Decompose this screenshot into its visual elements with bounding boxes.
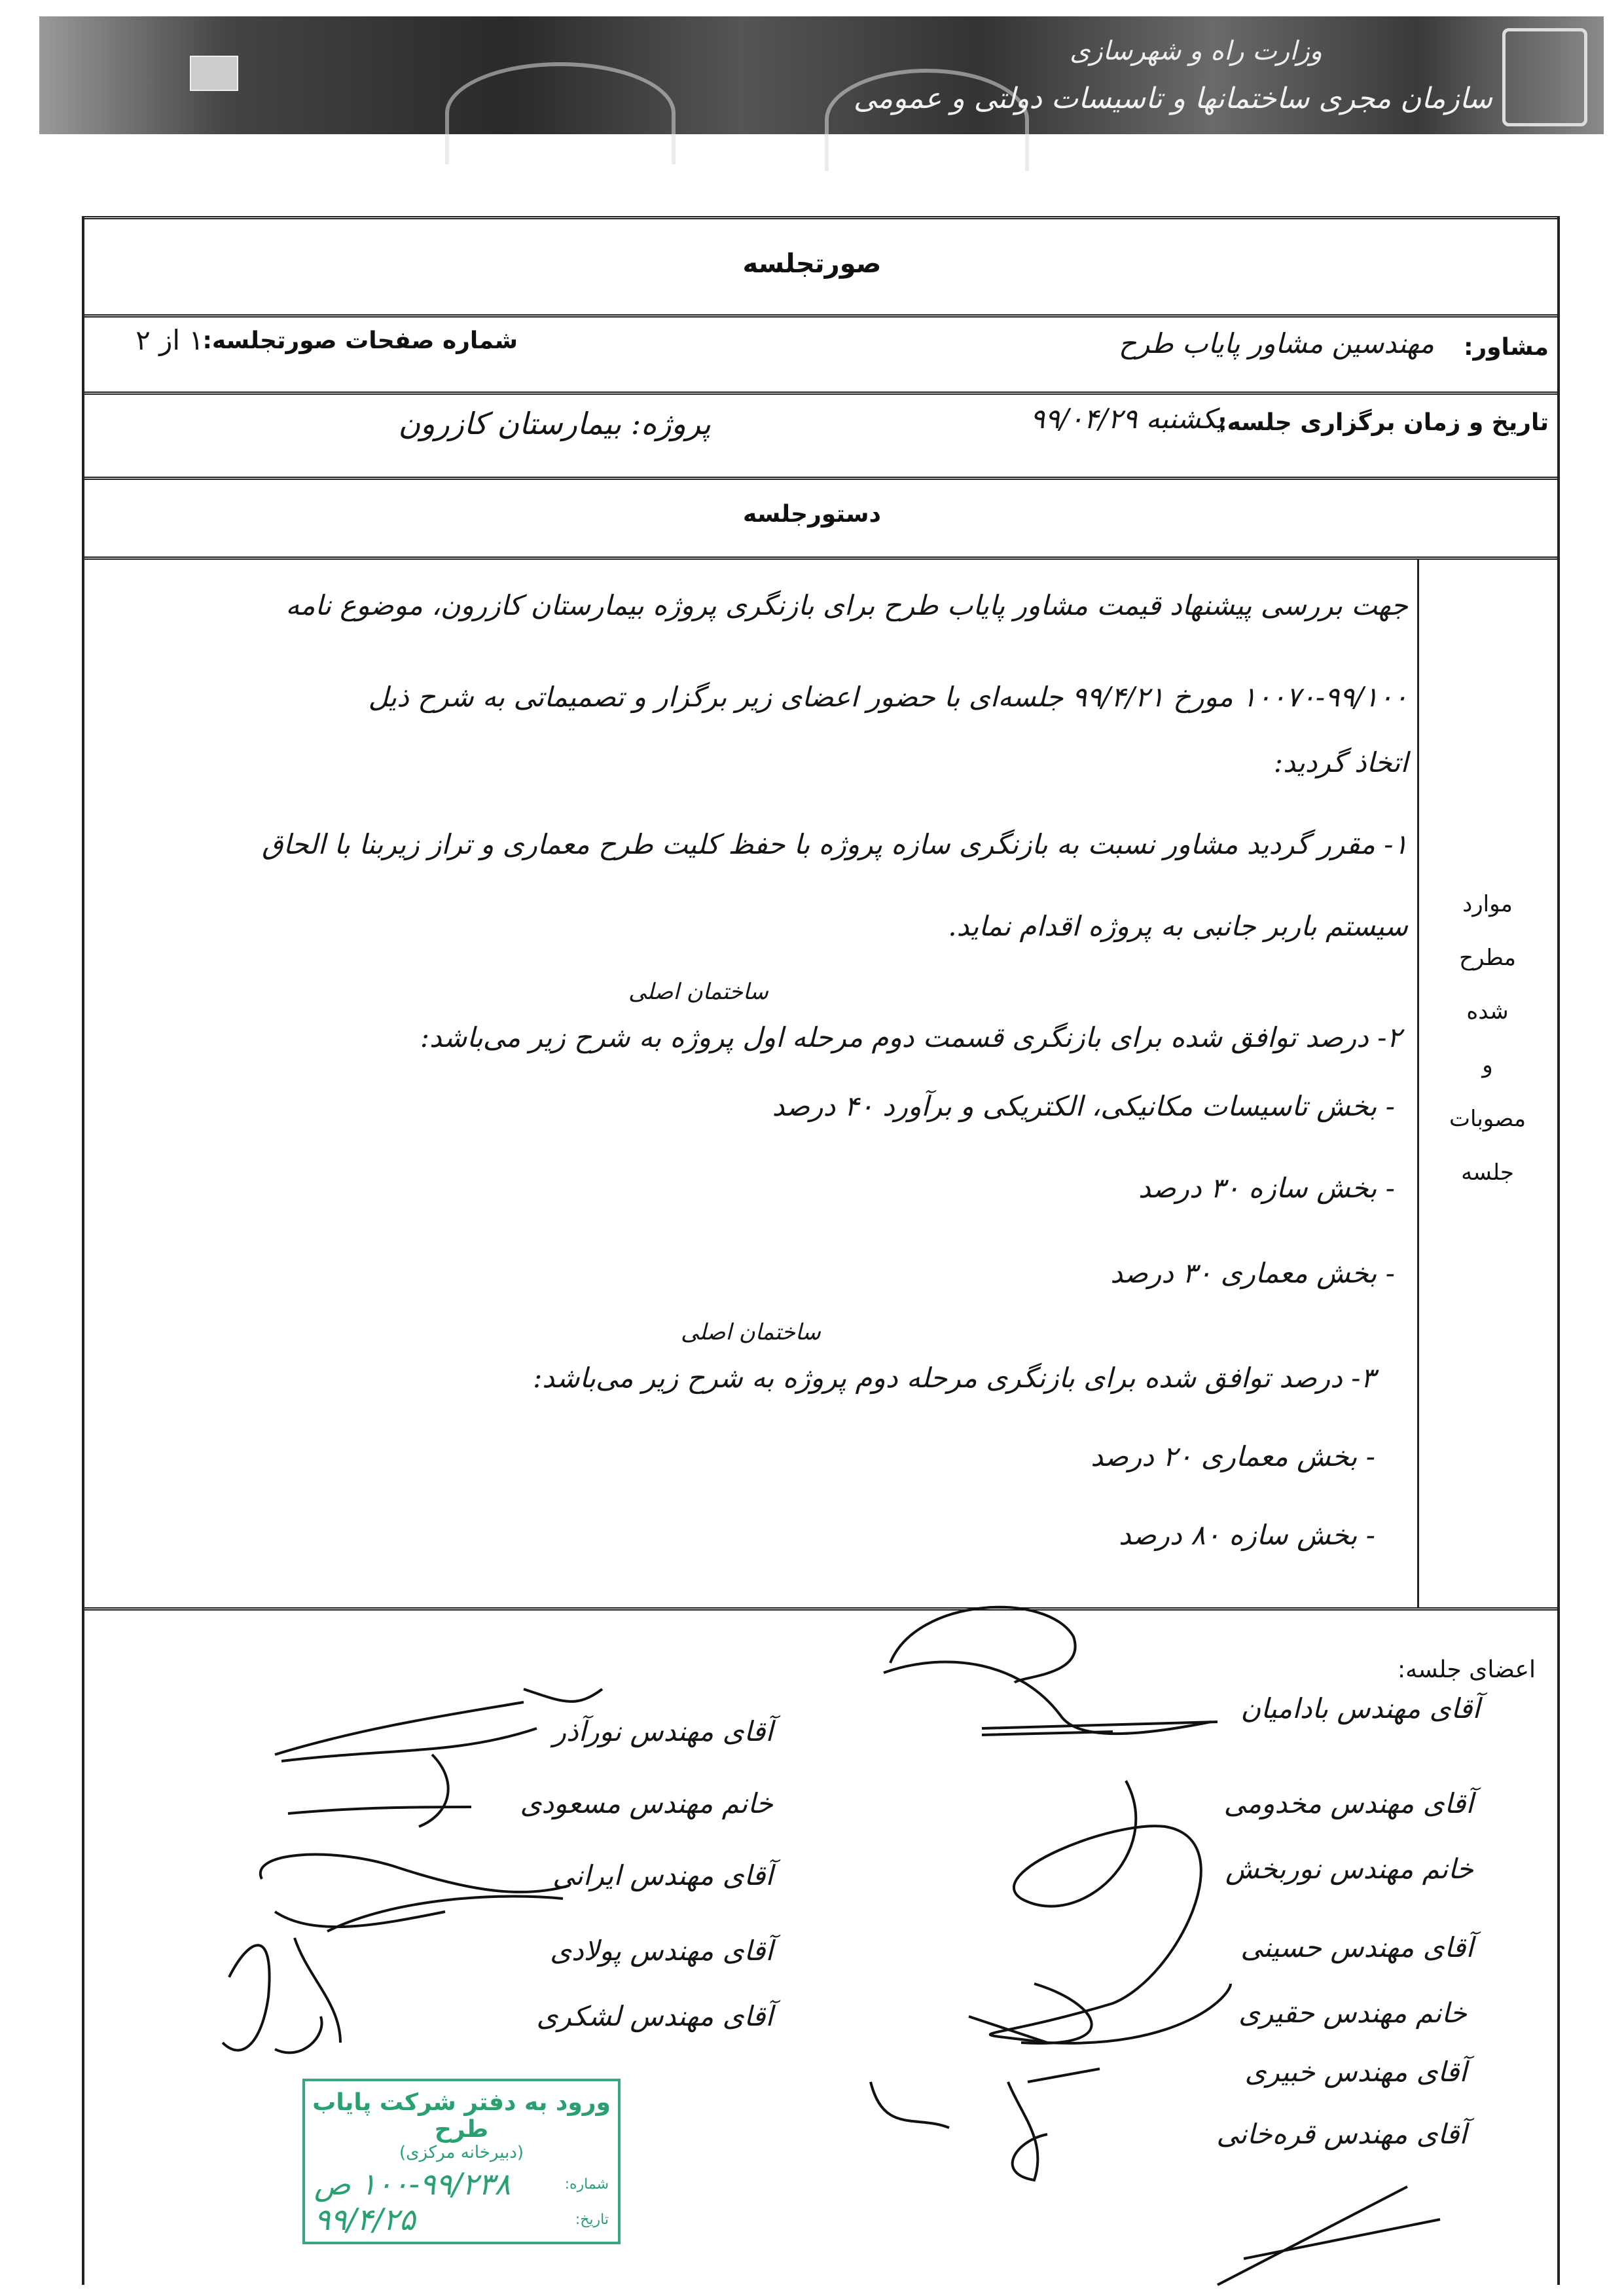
side-label-line: موارد — [1462, 891, 1513, 917]
body-line: اتخاذ گردید: — [1273, 746, 1408, 778]
body-line: - بخش تاسیسات مکانیکی، الکتریکی و برآورد ۴۰ درصد — [772, 1090, 1395, 1122]
member-name: خانم مهندس مسعودی — [520, 1787, 773, 1819]
body-line: - بخش معماری ۳۰ درصد — [1110, 1257, 1395, 1289]
member-name: آقای مهندس لشکری — [536, 2000, 773, 2032]
organization-logo-icon — [1502, 28, 1587, 126]
side-label-line: مطرح — [1459, 945, 1516, 971]
ministry-name: وزارت راه و شهرسازی — [1070, 36, 1322, 66]
body-line: - بخش سازه ۸۰ درصد — [1118, 1519, 1375, 1551]
datetime-label: تاریخ و زمان برگزاری جلسه: — [1218, 409, 1549, 436]
stamp-number-label: شماره: — [564, 2176, 609, 2193]
divider — [82, 216, 1557, 219]
side-label — [1420, 877, 1555, 1199]
pages-value: ۱ از ۲ — [135, 324, 204, 356]
letterhead-banner — [39, 16, 1604, 134]
stamp-subtitle: (دبیرخانه مرکزی) — [399, 2143, 524, 2162]
member-name: آقای مهندس ایرانی — [552, 1859, 773, 1891]
consultant-label: مشاور: — [1464, 334, 1549, 361]
side-label-line: شده — [1466, 998, 1509, 1025]
stamp-title: ورود به دفتر شرکت پایاب طرح — [312, 2089, 611, 2143]
divider — [82, 556, 1557, 560]
divider — [82, 314, 1557, 318]
stamp-date-label: تاریخ: — [575, 2211, 609, 2228]
datetime-value: یکشنبه ۹۹/۰۴/۲۹ — [1030, 403, 1225, 435]
body-line: ۲- درصد توافق شده برای بازنگری قسمت دوم مرحله اول پروژه به شرح زیر می‌باشد: — [420, 1021, 1401, 1053]
side-label-line: جلسه — [1461, 1159, 1514, 1186]
body-line: ۱- مقرر گردید مشاور نسبت به بازنگری سازه پروژه با حفظ کلیت طرح معماری و تراز زیربنا با الحاق — [262, 828, 1408, 860]
project-value: پروژه: بیمارستان کازرون — [398, 406, 711, 441]
body-line: ۱۰۰۷۰-۹۹/۱۰۰ مورخ ۹۹/۴/۲۱ جلسه‌ای با حضور اعضای زیر برگزار و تصمیماتی به شرح ذیل — [368, 681, 1408, 713]
member-name: آقای مهندس نورآذر — [552, 1715, 773, 1747]
member-name: آقای مهندس بادامیان — [1240, 1692, 1480, 1724]
member-name: خانم مهندس نوربخش — [1225, 1853, 1473, 1885]
member-name: آقای مهندس خبیری — [1244, 2056, 1467, 2088]
body-line: سیستم باربر جانبی به پروژه اقدام نماید. — [948, 910, 1408, 942]
stamp-number-value: ۱۰۰-۹۹/۲۳۸ ص — [314, 2166, 511, 2202]
member-name: آقای مهندس پولادی — [550, 1935, 773, 1967]
divider — [82, 1607, 1557, 1611]
annotation: ساختمان اصلی — [681, 1319, 821, 1345]
divider — [82, 392, 1557, 395]
consultant-value: مهندسین مشاور پایاب طرح — [1118, 327, 1434, 359]
side-label-line: مصوبات — [1449, 1106, 1526, 1132]
column-divider — [1417, 558, 1419, 1607]
member-name: آقای مهندس حسینی — [1240, 1931, 1473, 1963]
flag-icon — [190, 56, 238, 91]
received-stamp — [302, 2079, 621, 2244]
form-title: صورتجلسه — [742, 249, 882, 279]
parliament-arch-decoration — [445, 62, 676, 164]
divider — [82, 477, 1557, 480]
body-line: ۳- درصد توافق شده برای بازنگری مرحله دوم پروژه به شرح زیر می‌باشد: — [533, 1362, 1375, 1394]
stamp-date-value: ۹۹/۴/۲۵ — [314, 2202, 416, 2237]
members-title: اعضای جلسه: — [1397, 1656, 1536, 1683]
body-line: - بخش سازه ۳۰ درصد — [1138, 1172, 1395, 1204]
body-line: - بخش معماری ۲۰ درصد — [1091, 1440, 1375, 1472]
member-name: آقای مهندس قره‌خانی — [1216, 2118, 1467, 2150]
agenda-title: دستورجلسه — [743, 501, 881, 528]
pages-label: شماره صفحات صورتجلسه: — [202, 327, 518, 354]
organization-name: سازمان مجری ساختمانها و تاسیسات دولتی و عمومی — [853, 82, 1492, 115]
member-name: آقای مهندس مخدومی — [1223, 1787, 1473, 1819]
member-name: خانم مهندس حقیری — [1238, 1997, 1467, 2029]
side-label-line: و — [1482, 1052, 1493, 1078]
body-line: جهت بررسی پیشنهاد قیمت مشاور پایاب طرح برای بازنگری پروژه بیمارستان کازرون، موضوع نامه — [285, 589, 1408, 621]
annotation: ساختمان اصلی — [628, 979, 768, 1005]
